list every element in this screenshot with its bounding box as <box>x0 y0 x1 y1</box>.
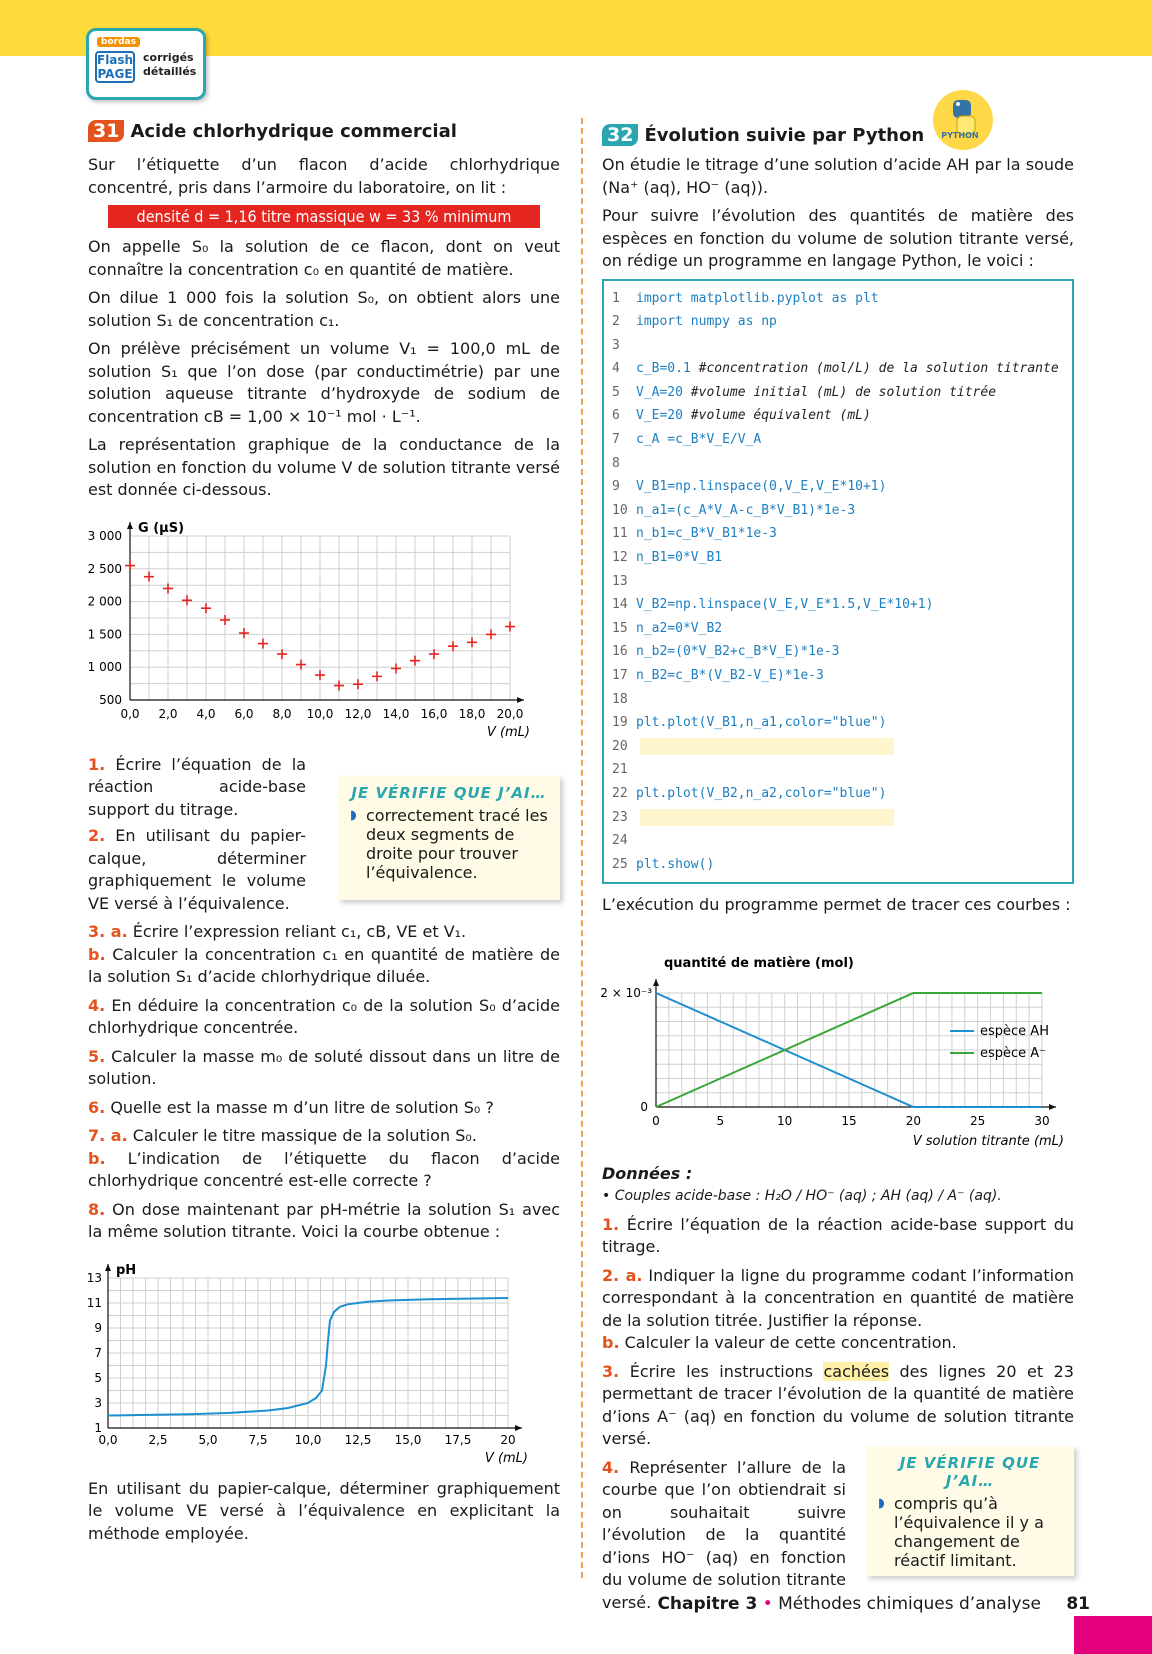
donnees-text: • Couples acide-base : H₂O / HO⁻ (aq) ; AH (aq) / A⁻ (aq). <box>602 1188 1002 1205</box>
line-number: 3 <box>612 337 620 353</box>
x-tick-label: 16,0 <box>420 706 448 721</box>
code-comment: #volume équivalent (mL) <box>682 408 871 424</box>
paragraph: Pour suivre l’évolution des quantités de matière des espèces en fonction du volume de solution titrante versé, on rédige un programme en langage Python, le voici : <box>602 206 1074 270</box>
line-number: 7 <box>612 432 620 448</box>
code-line <box>612 570 1064 594</box>
bottle-label: densité d = 1,16 titre massique w = 33 % minimum <box>108 205 540 228</box>
question-text: En utilisant du papier-calque, déterminer graphiquement le volume VE versé à l’équivalence. <box>88 826 306 913</box>
question-text: Calculer la valeur de cette concentration. <box>624 1333 957 1353</box>
y-tick-label: 5 <box>94 1370 102 1385</box>
code-text: plt.plot(V_B2,n_a2,color="blue") <box>636 785 887 801</box>
flashpage-logo: Flash PAGE <box>97 53 134 81</box>
code-text: import numpy as np <box>636 314 777 330</box>
x-tick-label: 6,0 <box>234 706 254 721</box>
code-line <box>612 475 1064 499</box>
x-axis-arrow <box>515 1425 522 1431</box>
code-text: V_A=20 <box>636 384 683 400</box>
code-text: n_B2=c_B*(V_B2-V_E)*1e-3 <box>636 668 824 683</box>
footer-title: Méthodes chimiques d’analyse <box>778 1594 1041 1614</box>
y-tick-label: 3 000 <box>87 528 122 543</box>
question-text: Représenter l’allure de la courbe que l’on obtiendrait si on souhaitait suivre l’évolution de la quantité d’ions HO⁻ (aq) en fonction du volume de solution titrante versé. <box>602 1457 846 1612</box>
question-text: Écrire l’expression reliant c₁, cB, VE et V₁. <box>132 922 467 941</box>
x-tick-label: 0,0 <box>98 1432 118 1447</box>
code-text: n_B1=0*V_B1 <box>636 550 723 566</box>
code-line <box>612 452 1064 476</box>
code-text: n_b2=(0*V_B2+c_B*V_E)*1e-3 <box>636 644 840 660</box>
x-tick-label: 7,5 <box>248 1432 268 1447</box>
page-number: 81 <box>1066 1594 1090 1614</box>
code-comment: #concentration (mol/L) de la solution titrante <box>690 361 1059 377</box>
code-line <box>612 428 1064 452</box>
code-comment: #volume initial (mL) de solution titrée <box>682 384 997 400</box>
paragraph: On prélève précisément un volume V₁ = 100,0 mL de solution S₁ que l’on dose (par conductimétrie) par une solution aqueuse titrante d’hydroxyde de sodium de concentration cB = 1,00 × 10⁻¹ mol · L⁻¹. <box>88 339 560 426</box>
highlighted-word: cachées <box>823 1361 890 1381</box>
data-point <box>505 621 515 631</box>
code-text: V_E=20 <box>636 408 683 424</box>
y-tick-label: 1 <box>94 1420 102 1435</box>
line-number: 24 <box>612 833 628 849</box>
verify-text: ◗ correctement tracé les deux segments de droite pour trouver l’équivalence. <box>350 806 548 882</box>
question-number: 2. <box>88 826 106 845</box>
question-text: L’indication de l’étiquette du flacon d’acide chlorhydrique concentré est-elle correcte ? <box>88 1148 561 1190</box>
hidden-line-placeholder <box>640 809 894 826</box>
data-point <box>391 663 401 673</box>
data-point <box>258 638 268 648</box>
data-point <box>144 571 154 581</box>
conductance-chart <box>82 508 554 740</box>
data-point <box>182 595 192 605</box>
line-number: 6 <box>612 408 620 424</box>
verify-heading: JE VÉRIFIE QUE J’AI… <box>351 784 547 802</box>
code-line <box>612 829 1064 853</box>
verify-box-32 <box>866 1446 1074 1576</box>
x-tick-label: 10,0 <box>306 706 334 721</box>
y-axis-arrow <box>105 1264 111 1271</box>
line-number: 5 <box>612 384 620 400</box>
x-tick-label: 5 <box>716 1113 725 1128</box>
code-line <box>612 853 1064 877</box>
code-text: import matplotlib.pyplot as plt <box>636 290 879 306</box>
x-tick-label: 10,0 <box>294 1432 322 1447</box>
code-line <box>612 664 1064 688</box>
line-number: 1 <box>612 290 620 306</box>
y-axis-arrow <box>127 522 133 529</box>
x-tick-label: 25 <box>970 1113 986 1128</box>
question-number: 3. a. <box>88 922 128 941</box>
x-tick-label: 18,0 <box>458 706 486 721</box>
paragraph: L’exécution du programme permet de tracer ces courbes : <box>602 895 1071 915</box>
line-number: 10 <box>612 502 628 518</box>
data-point <box>353 679 363 689</box>
line-number: 18 <box>612 691 628 707</box>
data-point <box>486 629 496 639</box>
y-axis-label: quantité de matière (mol) <box>664 955 854 971</box>
code-line <box>612 310 1064 334</box>
data-point <box>334 680 344 690</box>
x-tick-label: 14,0 <box>382 706 410 721</box>
code-text: n_a2=0*V_B2 <box>636 620 723 636</box>
x-tick-label: 15 <box>841 1113 857 1128</box>
code-line <box>612 806 1064 830</box>
line-number: 19 <box>612 715 628 731</box>
data-point <box>201 603 211 613</box>
x-axis-arrow <box>517 697 524 703</box>
question-text: Écrire l’équation de la réaction acide-base support du titrage. <box>88 754 306 819</box>
data-point <box>448 641 458 651</box>
data-point <box>296 659 306 669</box>
line-number: 23 <box>612 809 628 825</box>
verify-text: ◗ compris qu’à l’équivalence il y a changement de réactif limitant. <box>878 1494 1062 1570</box>
line-number: 17 <box>612 668 628 683</box>
code-line <box>612 287 1064 311</box>
code-line <box>612 711 1064 735</box>
data-point <box>220 614 230 624</box>
x-tick-label: 30 <box>1034 1113 1050 1128</box>
code-line <box>612 404 1064 428</box>
exercise-31: 31 Acide chlorhydrique commercial Sur l’étiquette d’un flacon d’acide chlorhydrique concentré, pris dans l’armoire du laboratoire, on lit : densité d = 1,16 titre massique w = 33 % minimum On appelle S₀ la solution de ce flacon, dont on veut connaître la concentration c₀ en quantité de matière. On dilue 1 000 fois la solution S₀, on obtient alors une solution S₁ de concentration c₁. On prélève précisément un volume V₁ = 100,0 mL de solution S₁ que l’on dose (par conductimétrie) par une solution aqueuse titrante d’hydroxyde de sodium de concentration cB = 1,00 × 10⁻¹ mol · L⁻¹. La représentation graphique de la conductance de la solution en fonction du volume V de solution titrante versé est donnée ci-dessous. 0,0 2,0 4,0 6,0 8,0 10,0 12,0 14,0 16,0 18,0 20,0 500 1 000 1 500 2 000 2 500 3 000 G (µS) V (mL) 1. Écrire l’équation de la réaction acide-base support du titrage. 2. En utilisant du papier-calque, déterminer graphiquement le volume VE versé à l’équivalence. 3. a. Écrire l’expression reliant c₁, cB, VE et V₁. b. Calculer la concentration c₁ en quantité de matière de la solution S₁ d’acide chlorhydrique diluée. 4. En déduire la concentration c₀ de la solution S₀ d’acide chlorhydrique concentrée. 5. Calculer la masse m₀ de soluté dissout dans un litre de solution. 6. Quelle est la masse m d’un litre de solution S₀ ? 7. a. Calculer le titre massique de la solution S₀. b. L’indication de l’étiquette du flacon d’acide chlorhydrique concentré est-elle correcte ? 8. On dose maintenant par pH-métrie la solution S₁ avec la même solution titrante. Voici la courbe obtenue : 0,0 2,5 5,0 7,5 10,0 12,5 15,0 17,5 20 1 3 5 7 9 11 13 pH V (mL) En utilisant du papier-calque, déterminer graphiquement le volume VE versé à l’équivalence en explicitant la méthode employée. <box>88 120 560 1551</box>
line-number: 20 <box>612 738 628 754</box>
x-tick-label: 15,0 <box>394 1432 422 1447</box>
data-point <box>410 655 420 665</box>
legend-label: espèce A⁻ <box>980 1045 1047 1061</box>
y-axis-label: G (µS) <box>138 520 185 536</box>
y-tick-label: 2 500 <box>87 561 122 576</box>
line-number: 11 <box>612 526 628 542</box>
page-footer: Chapitre 3 • Méthodes chimiques d’analyse 81 <box>657 1594 1090 1614</box>
x-axis-label: V solution titrante (mL) <box>912 1133 1064 1149</box>
question-number: 1. <box>88 754 106 774</box>
x-axis-label: V (mL) <box>486 724 530 740</box>
verify-box-31 <box>338 776 560 900</box>
line-number: 25 <box>612 856 628 872</box>
y-tick-label: 2 × 10⁻³ <box>600 985 652 1000</box>
code-text: V_B2=np.linspace(V_E,V_E*1.5,V_E*10+1) <box>636 597 934 613</box>
y-tick-label: 7 <box>94 1345 102 1360</box>
question-text: Calculer la masse m₀ de soluté dissout dans un litre de solution. <box>88 1046 560 1088</box>
code-line <box>612 688 1064 712</box>
python-code-block <box>602 279 1074 885</box>
x-axis-arrow <box>1049 1104 1056 1110</box>
code-text: V_B1=np.linspace(0,V_E,V_E*10+1) <box>636 479 887 495</box>
hidden-line-placeholder <box>640 738 894 755</box>
code-line <box>612 593 1064 617</box>
column-separator <box>581 118 583 1578</box>
y-tick-label: 13 <box>86 1270 102 1285</box>
y-axis-arrow <box>653 979 659 986</box>
x-tick-label: 0,0 <box>120 706 140 721</box>
x-tick-label: 20 <box>500 1432 516 1447</box>
exercise-title: Évolution suivie par Python <box>644 124 925 146</box>
question-text: En déduire la concentration c₀ de la solution S₀ d’acide chlorhydrique concentrée. <box>88 995 561 1037</box>
question-text: des lignes 20 et 23 permettant de tracer l’évolution de la quantité de matière d’ions A⁻ (aq) en fonction du volume de solution titrante versé. <box>602 1361 1074 1449</box>
ph-chart <box>82 1250 554 1468</box>
x-tick-label: 5,0 <box>198 1432 218 1447</box>
y-tick-label: 500 <box>99 692 122 707</box>
line-number: 15 <box>612 620 628 636</box>
corriges-label: corrigés détaillés <box>143 51 197 78</box>
paragraph: On étudie le titrage d’une solution d’acide AH par la soude (Na⁺ (aq), HO⁻ (aq)). <box>602 155 1074 197</box>
question-text: Calculer le titre massique de la solution S₀. <box>132 1126 477 1145</box>
donnees-heading: Données : <box>602 1163 693 1183</box>
y-tick-label: 11 <box>86 1295 102 1310</box>
y-tick-label: 9 <box>94 1320 102 1335</box>
python-logo-icon <box>933 90 993 150</box>
paragraph: En utilisant du papier-calque, déterminer graphiquement le volume VE versé à l’équivalence en explicitant la méthode employée. <box>88 1478 560 1543</box>
exercise-32: 32 Évolution suivie par Python PYTHON On étudie le titrage d’une solution d’acide AH par la soude (Na⁺ (aq), HO⁻ (aq)). Pour suivre l’évolution des quantités de matière des espèces en fonction du volume de solution titrante versé, on rédige un programme en langage Python, le voici : 1 import matplotlib.pyplot as plt 2 import numpy as np 3 4 c_B=0.1 #concentration (mol/L) de la solution titrante 5 V_A=20 #volume initial (mL) de solution titrée 6 V_E=20 #volume équivalent (mL) 7 c_A =c_B*V_E/V_A 8 9 V_B1=np.linspace(0,V_E,V_E*10+1) 10 n_a1=(c_A*V_A-c_B*V_B1)*1e-3 11 n_b1=c_B*V_B1*1e-3 12 n_B1=0*V_B1 13 14 V_B2=np.linspace(V_E,V_E*1.5,V_E*10+1) 15 n_a2=0*V_B2 16 n_b2=(0*V_B2+c_B*V_E)*1e-3 17 n_B2=c_B*(V_B2-V_E)*1e-3 18 19 plt.plot(V_B1,n_a1,color="blue") 20 21 22 plt.plot(V_B2,n_a2,color="blue") 23 24 25 plt.show() L’exécution du programme permet de tracer ces courbes : 0 5 10 15 20 25 30 0 2 × 10⁻³ quantité de matière (mol) V solution titrante (mL) espèce AH espèce A⁻ Données : • Couples acide-base : H₂O / HO⁻ (aq) ; AH (aq) / A⁻ (aq). 1. Écrire l’équation de la réaction acide-base support du titrage. 2. a. Indiquer la ligne du programme codant l’information correspondant à la concentration en quantité de matière de la solution titrée. Justifier la réponse. b. Calculer la valeur de cette concentration. 3. Écrire les instructions cachées des lignes 20 et 23 permettant de tracer l’évolution de la quantité de matière d’ions A⁻ (aq) en fonction du volume de solution titrante versé. 4. Représenter l’allure de la courbe que l’on obtiendrait si on souhaitait suivre l’évolution de la quantité d’ions HO⁻ (aq) en fonction du volume de solution titrante versé. <box>602 120 1074 1620</box>
code-line <box>612 735 1064 759</box>
y-tick-label: 1 000 <box>87 659 122 674</box>
data-point <box>372 671 382 681</box>
data-point <box>315 670 325 680</box>
flashpage-badge[interactable] <box>86 28 206 100</box>
line-number: 21 <box>612 762 628 778</box>
line-number: 13 <box>612 573 628 589</box>
code-line <box>612 522 1064 546</box>
x-tick-label: 20 <box>905 1113 921 1128</box>
exercise-title: Acide chlorhydrique commercial <box>130 120 457 142</box>
code-line <box>612 640 1064 664</box>
code-text: c_B=0.1 <box>636 361 691 377</box>
code-text: plt.show() <box>636 856 715 872</box>
x-tick-label: 12,5 <box>344 1432 372 1447</box>
x-tick-label: 2,5 <box>148 1432 168 1447</box>
line-number: 16 <box>612 644 628 660</box>
x-axis-label: V (mL) <box>484 1450 528 1466</box>
question-text: Écrire l’équation de la réaction acide-base support du titrage. <box>602 1214 1075 1257</box>
paragraph: Sur l’étiquette d’un flacon d’acide chlorhydrique concentré, pris dans l’armoire du laboratoire, on lit : <box>88 155 560 197</box>
code-text: n_a1=(c_A*V_A-c_B*V_B1)*1e-3 <box>636 502 856 518</box>
line-number: 4 <box>612 361 620 377</box>
x-tick-label: 8,0 <box>272 706 292 721</box>
python-label: PYTHON <box>941 131 979 140</box>
x-tick-label: 4,0 <box>196 706 216 721</box>
x-tick-label: 20,0 <box>496 706 524 721</box>
line-number: 14 <box>612 597 628 613</box>
line-number: 22 <box>612 785 628 801</box>
y-axis-label: pH <box>116 1262 137 1278</box>
code-line <box>612 782 1064 806</box>
question-text: Quelle est la masse m d’un litre de solution S₀ ? <box>110 1097 494 1117</box>
y-tick-label: 1 500 <box>87 626 122 641</box>
line-number: 8 <box>612 455 620 471</box>
paragraph: La représentation graphique de la conductance de la solution en fonction du volume V de solution titrante versé est donnée ci-dessous. <box>88 435 560 499</box>
verify-heading: JE VÉRIFIE QUE J’AI… <box>899 1454 1041 1490</box>
question-text: Calculer la concentration c₁ en quantité de matière de la solution S₁ d’acide chlorhydrique diluée. <box>88 944 560 986</box>
question-text: Indiquer la ligne du programme codant l’information correspondant à la concentration en quantité de matière de la solution titrée. Justifier la réponse. <box>602 1265 1074 1330</box>
code-text: plt.plot(V_B1,n_a1,color="blue") <box>636 715 887 731</box>
y-tick-label: 2 000 <box>87 594 122 609</box>
paragraph: On appelle S₀ la solution de ce flacon, dont on veut connaître la concentration c₀ en quantité de matière. <box>88 237 560 279</box>
code-text: c_A =c_B*V_E/V_A <box>636 432 762 448</box>
line-number: 2 <box>612 314 620 330</box>
code-line <box>612 499 1064 523</box>
code-line <box>612 357 1064 381</box>
data-point <box>239 628 249 638</box>
line-number: 9 <box>612 479 620 495</box>
code-line <box>612 334 1064 358</box>
y-tick-label: 0 <box>640 1099 648 1114</box>
code-line <box>612 617 1064 641</box>
brand-label: bordas <box>97 37 140 47</box>
quantity-chart <box>596 923 1068 1159</box>
footer-chapter: Chapitre 3 <box>657 1594 758 1614</box>
code-line <box>612 546 1064 570</box>
exercise-number: 31 <box>88 120 124 142</box>
code-line <box>612 758 1064 782</box>
x-tick-label: 12,0 <box>344 706 372 721</box>
x-tick-label: 10 <box>777 1113 793 1128</box>
x-tick-label: 17,5 <box>444 1432 472 1447</box>
x-tick-label: 2,0 <box>158 706 178 721</box>
exercise-number: 32 <box>602 124 638 146</box>
code-line <box>612 381 1064 405</box>
paragraph: On dilue 1 000 fois la solution S₀, on obtient alors une solution S₁ de concentration c₁. <box>88 288 560 330</box>
page-corner-tab <box>1074 1616 1152 1654</box>
legend-label: espèce AH <box>980 1023 1049 1039</box>
question-text: On dose maintenant par pH-métrie la solution S₁ avec la même solution titrante. Voici la courbe obtenue : <box>88 1199 560 1241</box>
data-point <box>467 637 477 647</box>
y-tick-label: 3 <box>94 1395 102 1410</box>
line-number: 12 <box>612 550 628 566</box>
code-text: n_b1=c_B*V_B1*1e-3 <box>636 526 777 542</box>
x-tick-label: 0 <box>652 1113 660 1128</box>
